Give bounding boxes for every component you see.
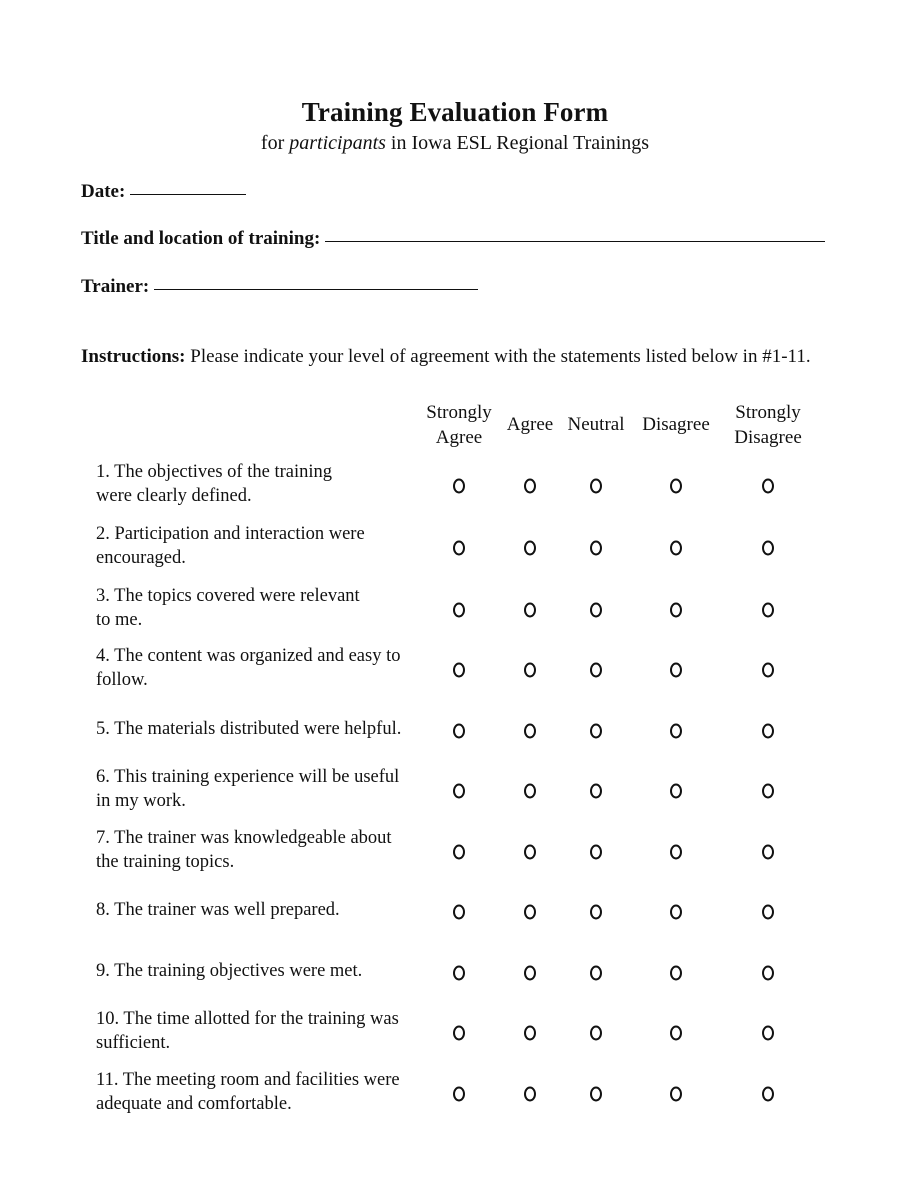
radio-strongly-disagree[interactable] <box>762 1087 774 1102</box>
scale-header-disagree <box>642 412 710 437</box>
question-line2: the training topics. <box>96 852 235 872</box>
radio-strongly-agree[interactable] <box>453 905 465 920</box>
radio-strongly-agree[interactable] <box>453 603 465 618</box>
radio-disagree[interactable] <box>670 541 682 556</box>
radio-disagree[interactable] <box>670 966 682 981</box>
radio-strongly-disagree[interactable] <box>762 541 774 556</box>
question-line1: 10. The time allotted for the training was <box>96 1009 399 1029</box>
scale-header-line2: Agree <box>435 427 483 448</box>
question-text <box>96 460 416 508</box>
trainer-label: Trainer: <box>81 276 150 297</box>
radio-disagree[interactable] <box>670 1087 682 1102</box>
trainer-blank-line[interactable] <box>154 288 478 290</box>
question-line1: 11. The meeting room and facilities were <box>96 1070 400 1090</box>
radio-neutral[interactable] <box>590 905 602 920</box>
radio-strongly-agree[interactable] <box>453 784 465 799</box>
question-line1: 7. The trainer was knowledgeable about <box>96 828 392 848</box>
trainer-field <box>81 276 478 298</box>
radio-strongly-disagree[interactable] <box>762 663 774 678</box>
question-line1: 6. This training experience will be useful <box>96 767 400 787</box>
radio-neutral[interactable] <box>590 1026 602 1041</box>
scale-header-line1: Neutral <box>567 414 625 435</box>
radio-disagree[interactable] <box>670 603 682 618</box>
radio-strongly-agree[interactable] <box>453 1087 465 1102</box>
radio-strongly-disagree[interactable] <box>762 1026 774 1041</box>
question-line1: 8. The trainer was well prepared. <box>96 900 340 920</box>
title-location-blank-line[interactable] <box>325 240 825 242</box>
question-text <box>96 826 416 874</box>
question-text <box>96 959 416 983</box>
date-label: Date: <box>81 181 126 202</box>
instructions <box>81 346 811 368</box>
radio-neutral[interactable] <box>590 724 602 739</box>
radio-neutral[interactable] <box>590 845 602 860</box>
question-text <box>96 644 416 692</box>
scale-header-line2: Disagree <box>734 427 802 448</box>
question-text <box>96 522 416 570</box>
radio-agree[interactable] <box>524 784 536 799</box>
scale-header-line1: Strongly <box>735 402 801 423</box>
radio-strongly-agree[interactable] <box>453 663 465 678</box>
radio-strongly-disagree[interactable] <box>762 905 774 920</box>
form-title: Training Evaluation Form <box>301 97 609 127</box>
radio-neutral[interactable] <box>590 663 602 678</box>
radio-agree[interactable] <box>524 663 536 678</box>
instructions-text: Please indicate your level of agreement with the statements listed below in #1-11. <box>185 346 811 367</box>
radio-strongly-disagree[interactable] <box>762 966 774 981</box>
scale-header-line1: Agree <box>506 414 554 435</box>
question-line2: to me. <box>96 610 143 630</box>
radio-agree[interactable] <box>524 479 536 494</box>
question-line1: 4. The content was organized and easy to <box>96 646 401 666</box>
question-line2: encouraged. <box>96 548 186 568</box>
radio-strongly-agree[interactable] <box>453 845 465 860</box>
question-line2: adequate and comfortable. <box>96 1094 292 1114</box>
radio-strongly-disagree[interactable] <box>762 845 774 860</box>
subtitle-prefix: for <box>260 132 290 154</box>
radio-agree[interactable] <box>524 541 536 556</box>
radio-strongly-disagree[interactable] <box>762 724 774 739</box>
radio-strongly-disagree[interactable] <box>762 603 774 618</box>
radio-neutral[interactable] <box>590 784 602 799</box>
scale-header-strongly-agree <box>426 400 491 450</box>
scale-header-strongly-disagree <box>734 400 802 450</box>
radio-agree[interactable] <box>524 724 536 739</box>
radio-disagree[interactable] <box>670 784 682 799</box>
question-text <box>96 1007 416 1055</box>
question-text <box>96 584 416 632</box>
question-line2: in my work. <box>96 791 186 811</box>
question-line1: 9. The training objectives were met. <box>96 961 363 981</box>
radio-disagree[interactable] <box>670 724 682 739</box>
question-line2: sufficient. <box>96 1033 171 1053</box>
date-blank-line[interactable] <box>130 193 246 195</box>
radio-neutral[interactable] <box>590 479 602 494</box>
question-text <box>96 1068 416 1116</box>
radio-neutral[interactable] <box>590 541 602 556</box>
question-line1: 1. The objectives of the training <box>96 462 332 482</box>
radio-strongly-agree[interactable] <box>453 479 465 494</box>
scale-header-line1: Disagree <box>642 414 710 435</box>
radio-agree[interactable] <box>524 1026 536 1041</box>
radio-agree[interactable] <box>524 603 536 618</box>
question-line2: were clearly defined. <box>96 486 252 506</box>
radio-disagree[interactable] <box>670 479 682 494</box>
instructions-label: Instructions: <box>81 346 186 367</box>
radio-strongly-disagree[interactable] <box>762 784 774 799</box>
radio-strongly-agree[interactable] <box>453 966 465 981</box>
scale-header-line1: Strongly <box>426 402 492 423</box>
radio-agree[interactable] <box>524 845 536 860</box>
radio-agree[interactable] <box>524 1087 536 1102</box>
subtitle-suffix: in Iowa ESL Regional Trainings <box>385 132 650 154</box>
title-location-field <box>81 228 825 250</box>
radio-disagree[interactable] <box>670 663 682 678</box>
radio-agree[interactable] <box>524 966 536 981</box>
radio-disagree[interactable] <box>670 905 682 920</box>
radio-strongly-agree[interactable] <box>453 724 465 739</box>
subtitle-italic: participants <box>289 132 386 154</box>
radio-disagree[interactable] <box>670 1026 682 1041</box>
radio-strongly-agree[interactable] <box>453 1026 465 1041</box>
form-subtitle <box>0 132 900 155</box>
radio-agree[interactable] <box>524 905 536 920</box>
title-location-label: Title and location of training: <box>81 228 321 249</box>
radio-neutral[interactable] <box>590 1087 602 1102</box>
question-line1: 3. The topics covered were relevant <box>96 586 360 606</box>
question-text <box>96 765 416 813</box>
radio-strongly-agree[interactable] <box>453 541 465 556</box>
scale-header-neutral <box>568 412 625 437</box>
question-line1: 2. Participation and interaction were <box>96 524 365 544</box>
question-text <box>96 898 416 922</box>
radio-strongly-disagree[interactable] <box>762 479 774 494</box>
date-field <box>81 181 246 203</box>
scale-header-agree <box>507 412 553 437</box>
question-line2: follow. <box>96 670 148 690</box>
radio-neutral[interactable] <box>590 603 602 618</box>
question-text <box>96 717 416 741</box>
radio-disagree[interactable] <box>670 845 682 860</box>
radio-neutral[interactable] <box>590 966 602 981</box>
question-line1: 5. The materials distributed were helpful. <box>96 719 402 739</box>
